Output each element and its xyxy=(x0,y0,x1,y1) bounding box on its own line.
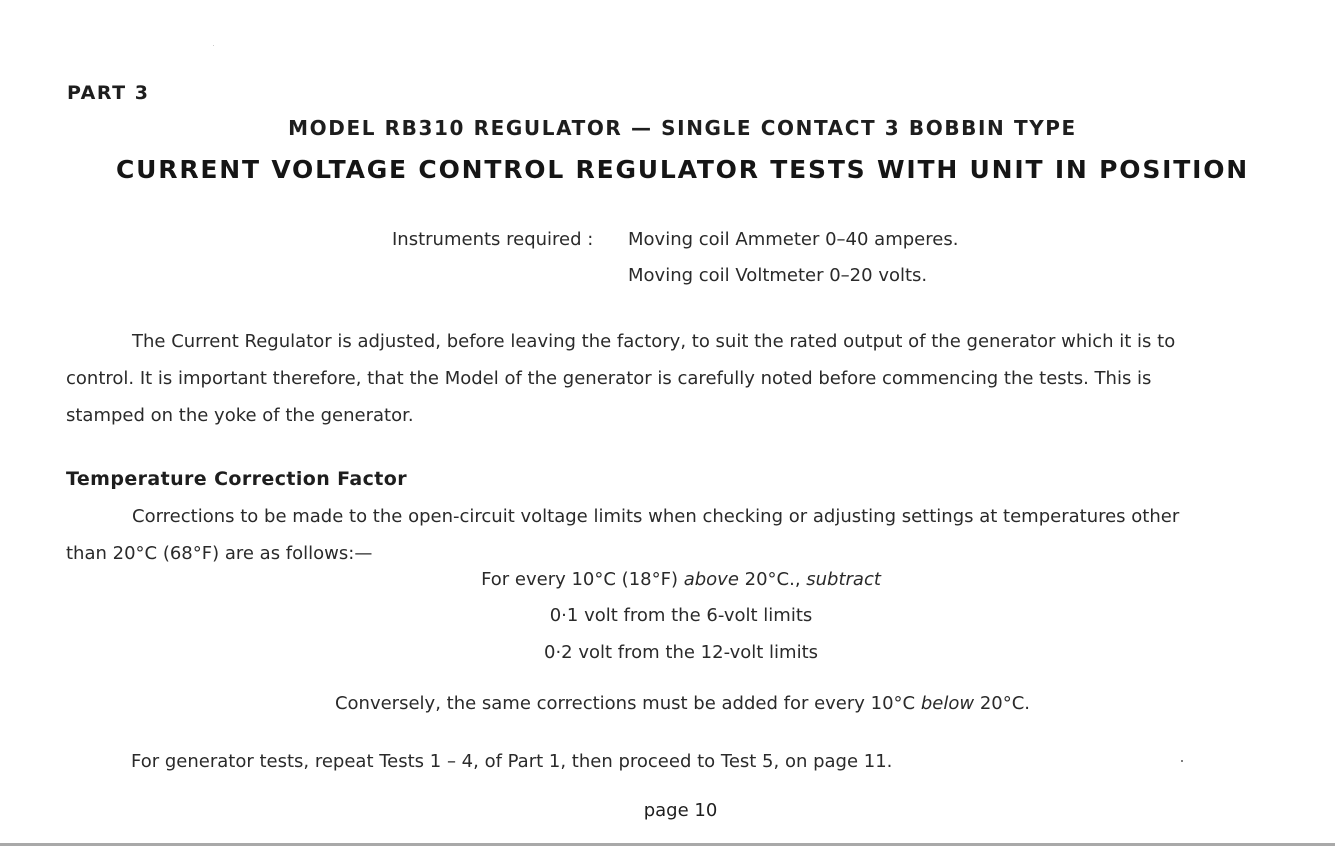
intro-line-2: control. It is important therefore, that the Model of the generator is carefully noted before commencing the tests. This is xyxy=(66,368,1152,389)
conversely-suffix: 20°C. xyxy=(974,693,1031,714)
generator-tests-note: For generator tests, repeat Tests 1 – 4, of Part 1, then proceed to Test 5, on page 11. xyxy=(131,751,893,772)
correction-rule-above: above xyxy=(683,569,739,590)
page-title: CURRENT VOLTAGE CONTROL REGULATOR TESTS WITH UNIT IN POSITION xyxy=(116,155,1249,184)
conversely-below: below xyxy=(920,693,975,714)
scan-speck xyxy=(1181,760,1183,762)
intro-paragraph xyxy=(66,323,1298,434)
model-subtitle: MODEL RB310 REGULATOR — SINGLE CONTACT 3 BOBBIN TYPE xyxy=(288,116,1077,140)
conversely-prefix: Conversely, the same corrections must be added for every 10°C xyxy=(334,693,921,714)
instruments-label: Instruments required : xyxy=(392,229,594,250)
instrument-voltmeter: Moving coil Voltmeter 0–20 volts. xyxy=(628,265,928,286)
intro-line-3: stamped on the yoke of the generator. xyxy=(66,405,414,426)
limit-12-volt: 0·2 volt from the 12-volt limits xyxy=(544,642,818,663)
page-number: page 10 xyxy=(643,800,718,821)
scan-speck xyxy=(213,45,214,46)
temperature-heading: Temperature Correction Factor xyxy=(66,468,408,490)
part-label: PART 3 xyxy=(67,82,150,104)
limit-6-volt: 0·1 volt from the 6-volt limits xyxy=(549,605,813,626)
conversely-note xyxy=(0,693,1335,714)
intro-line-1: The Current Regulator is adjusted, before leaving the factory, to suit the rated output of the generator which it is to xyxy=(132,331,1176,352)
temperature-line-1: Corrections to be made to the open-circuit voltage limits when checking or adjusting settings at temperatures other xyxy=(132,506,1180,527)
correction-rule-mid: 20°C., xyxy=(738,569,807,590)
correction-rule-prefix: For every 10°C (18°F) xyxy=(481,569,684,590)
temperature-paragraph xyxy=(66,498,1298,572)
instrument-ammeter: Moving coil Ammeter 0–40 amperes. xyxy=(628,229,959,250)
correction-rule-subtract: subtract xyxy=(806,569,881,590)
temperature-line-2: than 20°C (68°F) are as follows:— xyxy=(66,543,373,564)
correction-rule xyxy=(0,569,1335,590)
